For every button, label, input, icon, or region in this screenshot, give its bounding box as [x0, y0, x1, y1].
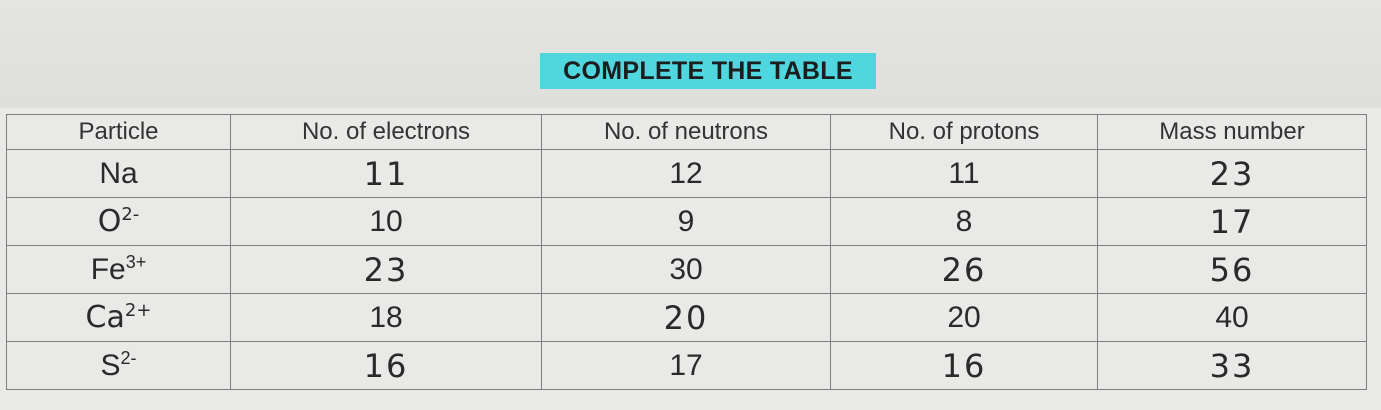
mass-number-cell: 40: [1098, 294, 1367, 342]
particle-symbol: Fe: [90, 252, 126, 286]
table-row: [7, 246, 1367, 294]
electrons-cell: 18: [231, 294, 542, 342]
particle-symbol: Ca: [85, 300, 125, 335]
table-row: [7, 294, 1367, 342]
particle-cell: [7, 198, 231, 246]
particle-charge: 2-: [121, 204, 140, 225]
particle-symbol: S: [100, 348, 121, 382]
particle-charge: 3+: [125, 251, 147, 272]
particle-cell: [7, 150, 231, 198]
column-header-neutrons: No. of neutrons: [542, 115, 831, 150]
table-row: [7, 150, 1367, 198]
particle-charge: 2-: [120, 347, 137, 368]
particle-cell: [7, 294, 231, 342]
neutrons-cell: 12: [542, 150, 831, 198]
electrons-cell: 23: [231, 246, 542, 294]
particle-symbol: Na: [99, 156, 138, 190]
particle-charge: 2+: [124, 300, 152, 321]
particle-cell: [7, 342, 231, 390]
protons-cell: 20: [831, 294, 1098, 342]
electrons-cell: 16: [231, 342, 542, 390]
particle-symbol: O: [97, 204, 122, 239]
neutrons-cell: 9: [542, 198, 831, 246]
column-header-electrons: No. of electrons: [231, 115, 542, 150]
table-header-row: [7, 115, 1367, 150]
neutrons-cell: 20: [542, 294, 831, 342]
mass-number-cell: 17: [1098, 198, 1367, 246]
neutrons-cell: 17: [542, 342, 831, 390]
protons-cell: 16: [831, 342, 1098, 390]
protons-cell: 26: [831, 246, 1098, 294]
table-row: [7, 198, 1367, 246]
table-row: [7, 342, 1367, 390]
page-title: COMPLETE THE TABLE: [540, 53, 876, 89]
column-header-protons: No. of protons: [831, 115, 1098, 150]
protons-cell: 8: [831, 198, 1098, 246]
mass-number-cell: 23: [1098, 150, 1367, 198]
electrons-cell: 11: [231, 150, 542, 198]
mass-number-cell: 56: [1098, 246, 1367, 294]
electrons-cell: 10: [231, 198, 542, 246]
mass-number-cell: 33: [1098, 342, 1367, 390]
neutrons-cell: 30: [542, 246, 831, 294]
particle-cell: [7, 246, 231, 294]
data-table: [6, 114, 1367, 390]
protons-cell: 11: [831, 150, 1098, 198]
column-header-particle: Particle: [7, 115, 231, 150]
column-header-mass-number: Mass number: [1098, 115, 1367, 150]
